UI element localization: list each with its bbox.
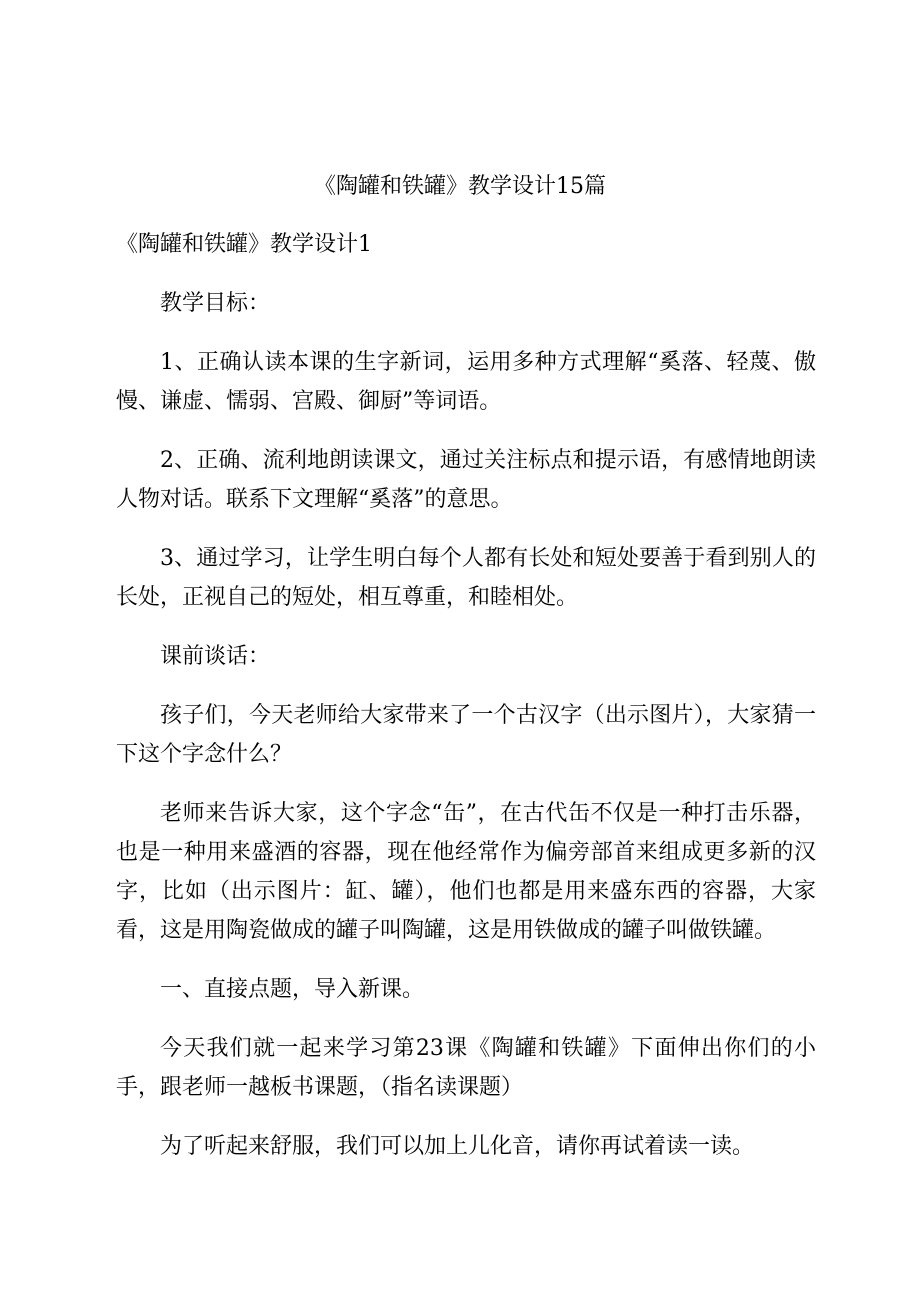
- objective-1: 1、正确认读本课的生字新词，运用多种方式理解“奚落、轻蔑、傲慢、谦虚、懦弱、宫殿、御厨”等词语。: [116, 350, 816, 414]
- paragraph: 今天我们就一起来学习第23课《陶罐和铁罐》下面伸出你们的小手，跟老师一越板书课题，（指名读课题）: [116, 1036, 816, 1100]
- objectives-heading: 教学目标：: [160, 291, 271, 316]
- paragraph: 为了听起来舒服，我们可以加上儿化音，请你再试着读一读。: [160, 1134, 755, 1159]
- section-heading: 《陶罐和铁罐》教学设计1: [116, 232, 372, 257]
- pre-class-heading: 课前谈话：: [160, 644, 271, 669]
- objective-2: 2、正确、流利地朗读课文，通过关注标点和提示语，有感情地朗读人物对话。联系下文理解“奚落”的意思。: [116, 448, 816, 512]
- document-body: [116, 225, 816, 1186]
- paragraph: 老师来告诉大家，这个字念“缶”，在古代缶不仅是一种打击乐器，也是一种用来盛酒的容器，现在他经常作为偏旁部首来组成更多新的汉字，比如（出示图片：缸、罐），他们也都是用来盛东西的容器，大家看，这是用陶瓷做成的罐子叫陶罐，这是用铁做成的罐子叫做铁罐。: [116, 801, 816, 943]
- paragraph: 孩子们，今天老师给大家带来了一个古汉字（出示图片），大家猜一下这个字念什么？: [116, 703, 816, 767]
- document-title: 《陶罐和铁罐》教学设计15篇: [314, 174, 606, 199]
- step-1-heading: 一、直接点题，导入新课。: [160, 977, 425, 1002]
- objective-3: 3、通过学习，让学生明白每个人都有长处和短处要善于看到别人的长处，正视自己的短处，相互尊重，和睦相处。: [116, 546, 816, 610]
